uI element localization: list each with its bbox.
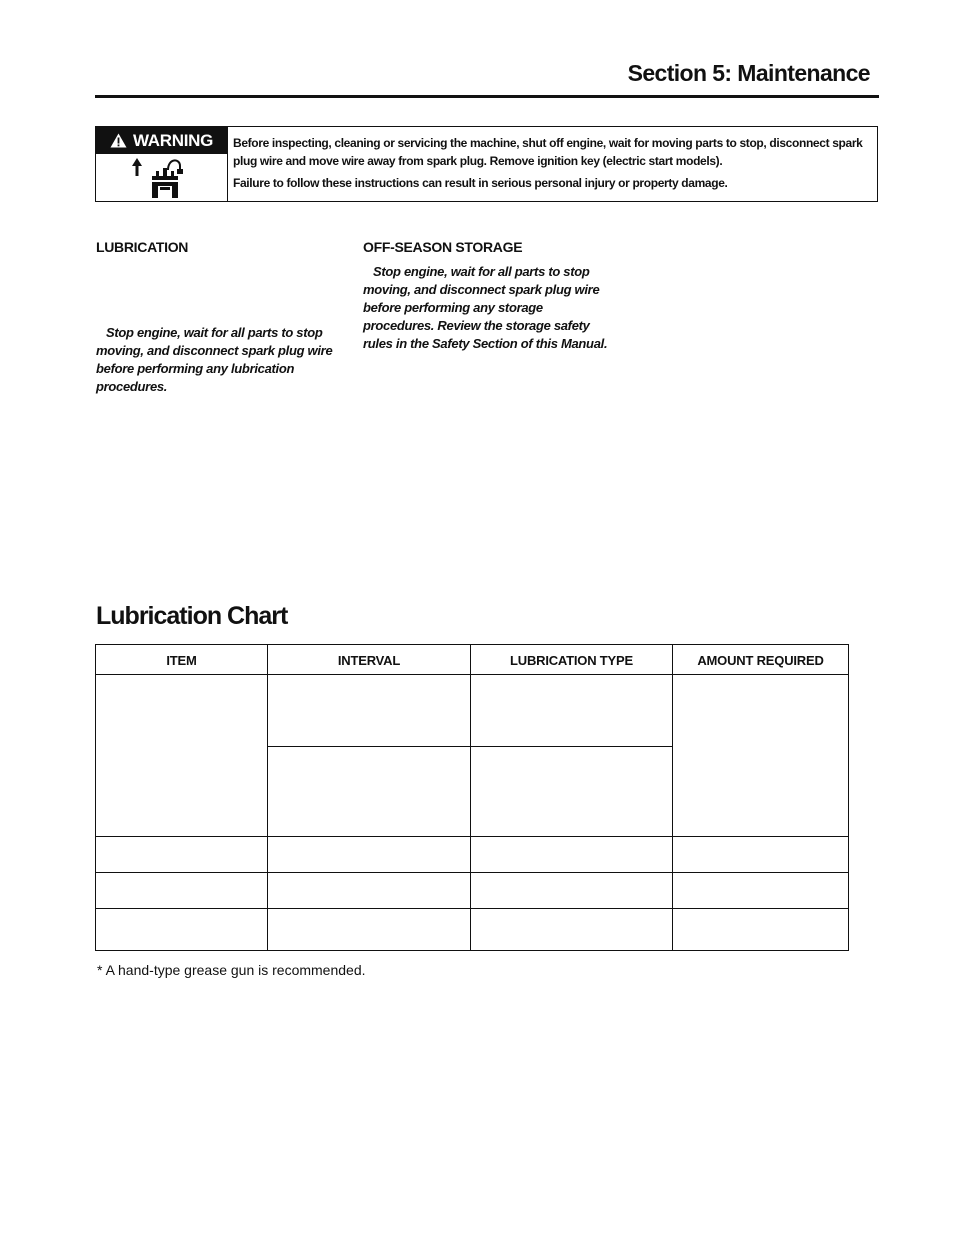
warning-text (233, 134, 873, 192)
warning-consequence: Failure to follow these instructions can result in serious personal injury or property damage. (233, 176, 728, 190)
warning-badge-panel (96, 127, 228, 201)
column-header-interval: INTERVAL (337, 652, 401, 668)
spark-plug-disconnect-icon (128, 156, 194, 198)
column-header-item: ITEM (166, 652, 197, 668)
header-row-divider (96, 674, 848, 675)
section-title: Section 5: Maintenance (627, 60, 870, 86)
warning-instructions: Before inspecting, cleaning or servicing the machine, shut off engine, wait for moving parts to stop, disconnect spark plug wire and move wire away from spark plug. Remove ignition key (electric start models). (233, 136, 863, 168)
table-row-divider (96, 836, 848, 837)
off-season-storage-heading: OFF-SEASON STORAGE (363, 239, 523, 255)
grease-gun-footnote: * A hand-type grease gun is recommended. (97, 962, 366, 978)
lubrication-safety-note: Stop engine, wait for all parts to stop moving, and disconnect spark plug wire before performing any lubrication procedures. (96, 325, 333, 394)
warning-label (96, 127, 227, 154)
column-header-amount-required: AMOUNT REQUIRED (697, 652, 824, 668)
table-row-divider (96, 908, 848, 909)
lubrication-heading: LUBRICATION (96, 239, 189, 255)
column-header-lubrication-type: LUBRICATION TYPE (510, 652, 633, 668)
table-divider (470, 645, 471, 950)
warning-triangle-icon (110, 133, 127, 148)
table-divider (267, 645, 268, 950)
table-row-divider (268, 746, 672, 747)
lubrication-table (95, 644, 849, 951)
lubrication-chart-title: Lubrication Chart (96, 602, 288, 630)
table-row-divider (96, 872, 848, 873)
storage-safety-note: Stop engine, wait for all parts to stop moving, and disconnect spark plug wire before performing any storage procedures. Review the storage safety rules in the Safety Section of this Manual. (363, 264, 608, 351)
warning-label-text: WARNING (132, 130, 214, 150)
table-divider (672, 645, 673, 950)
title-rule (95, 95, 879, 98)
warning-box (95, 126, 878, 202)
